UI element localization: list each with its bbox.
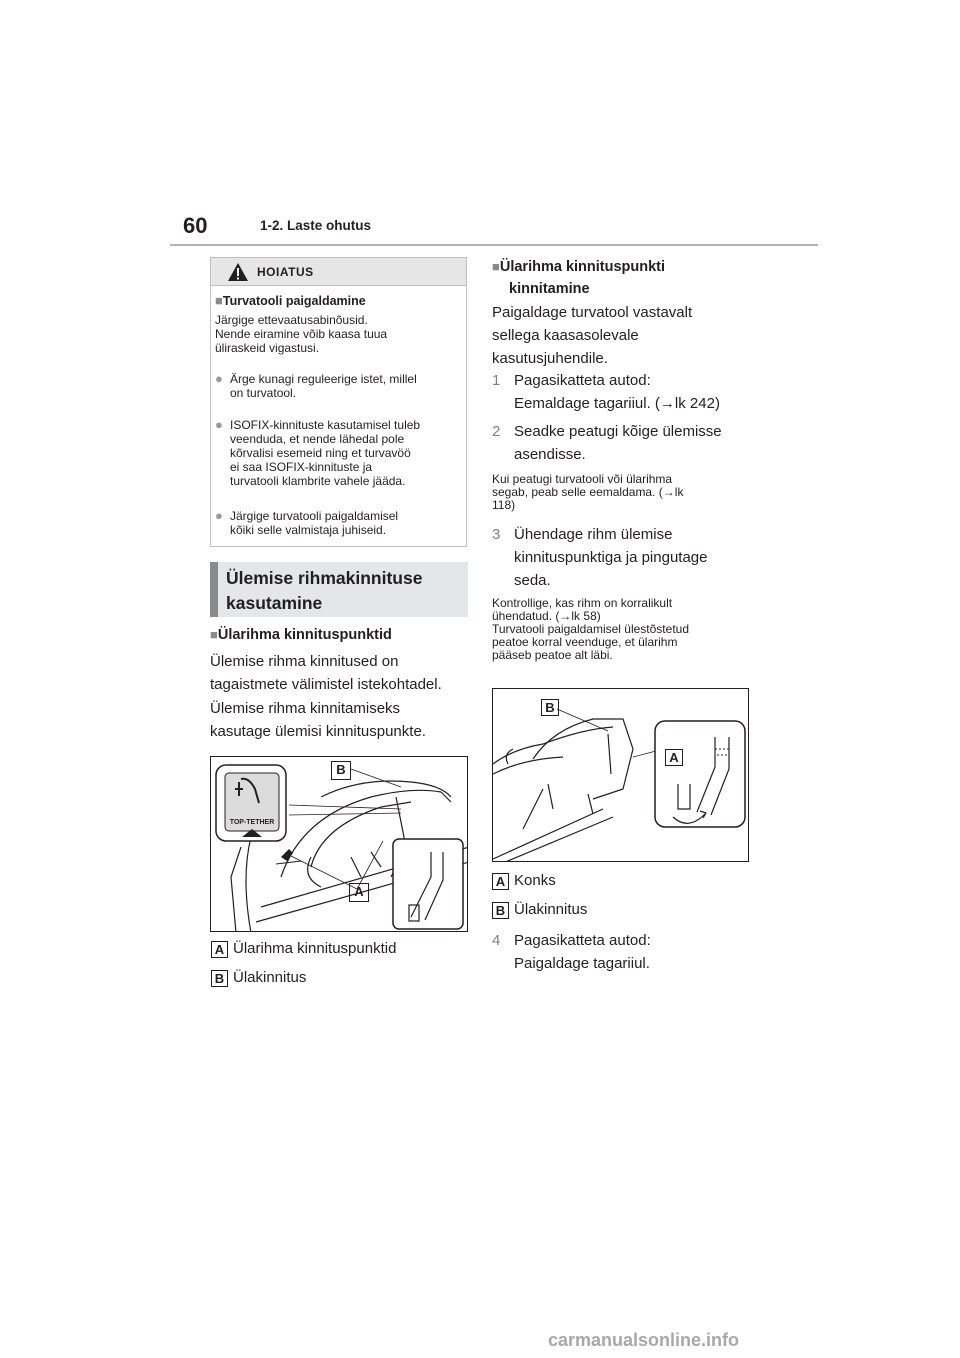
seat-anchor-illustration — [211, 757, 468, 932]
warning-header — [211, 258, 466, 286]
watermark: carmanualsonline.info — [548, 1330, 740, 1350]
callout-b: B — [541, 699, 559, 716]
warning-box: HOIATUS ■Turvatooli paigaldamine Järgige ettevaatusabinõusid. Nende eiramine võib kaasa tuua üliraskeid vigastusi. ● Ärge kunagi reguleerige istet, millel on turvatool. ● ISOFIX-kinnituste kasutamisel tuleb veenduda, et nende lähedal pole kõrvalisi esemeid ning et turvavöö ei saa ISOFIX-kinnituste ja turvatooli klambrite vahele jääda. ● Järgige turvatooli paigaldamisel kõiki selle valmistaja juhiseid. — [210, 257, 467, 547]
callout-a: A — [665, 749, 683, 766]
figure-anchor-points — [210, 756, 468, 932]
note-check-strap: Kontrollige, kas rihm on korralikult ühendatud. (→lk 58) Turvatooli paigaldamisel ülestõstetud peatoe korral veenduge, et ülarihm pääseb peatoe alt läbi. — [492, 596, 689, 662]
bullet-dot-icon: ● — [215, 508, 223, 523]
hook-attachment-illustration — [493, 689, 749, 862]
section-heading: Ülemise rihmakinnituse kasutamine — [210, 562, 468, 617]
note-headrest: Kui peatugi turvatooli või ülarihma segab, peab selle eemaldama. (→lk 118) — [492, 472, 684, 512]
right-subheading: ■Ülarihma kinnituspunkti kinnitamine — [492, 259, 666, 297]
left-subheading: ■Ülarihma kinnituspunktid — [210, 627, 392, 643]
left-paragraph-1: Ülemise rihma kinnitused on tagaistmete välimistel istekohtadel. — [210, 653, 442, 693]
warning-subheading: ■Turvatooli paigaldamine — [215, 293, 366, 308]
callout-a: A — [349, 883, 369, 902]
bullet-dot-icon: ● — [215, 371, 223, 386]
page-number: 60 — [183, 213, 208, 238]
top-tether-badge-label: TOP-TETHER — [229, 819, 275, 826]
left-paragraph-2: Ülemise rihma kinnitamiseks kasutage ülemisi kinnituspunkte. — [210, 700, 426, 740]
right-intro: Paigaldage turvatool vastavalt sellega kaasasolevale kasutusjuhendile. — [492, 304, 693, 367]
header-divider — [170, 244, 818, 246]
warning-title: HOIATUS — [257, 265, 314, 279]
figure-hook-attachment — [492, 688, 749, 862]
bullet-dot-icon: ● — [215, 417, 223, 432]
section-title: 1-2. Laste ohutus — [260, 218, 372, 233]
warning-triangle-icon — [227, 262, 249, 282]
warning-intro: Järgige ettevaatusabinõusid. Nende eiramine võib kaasa tuua üliraskeid vigastusi. — [215, 313, 388, 355]
callout-b: B — [331, 761, 351, 780]
